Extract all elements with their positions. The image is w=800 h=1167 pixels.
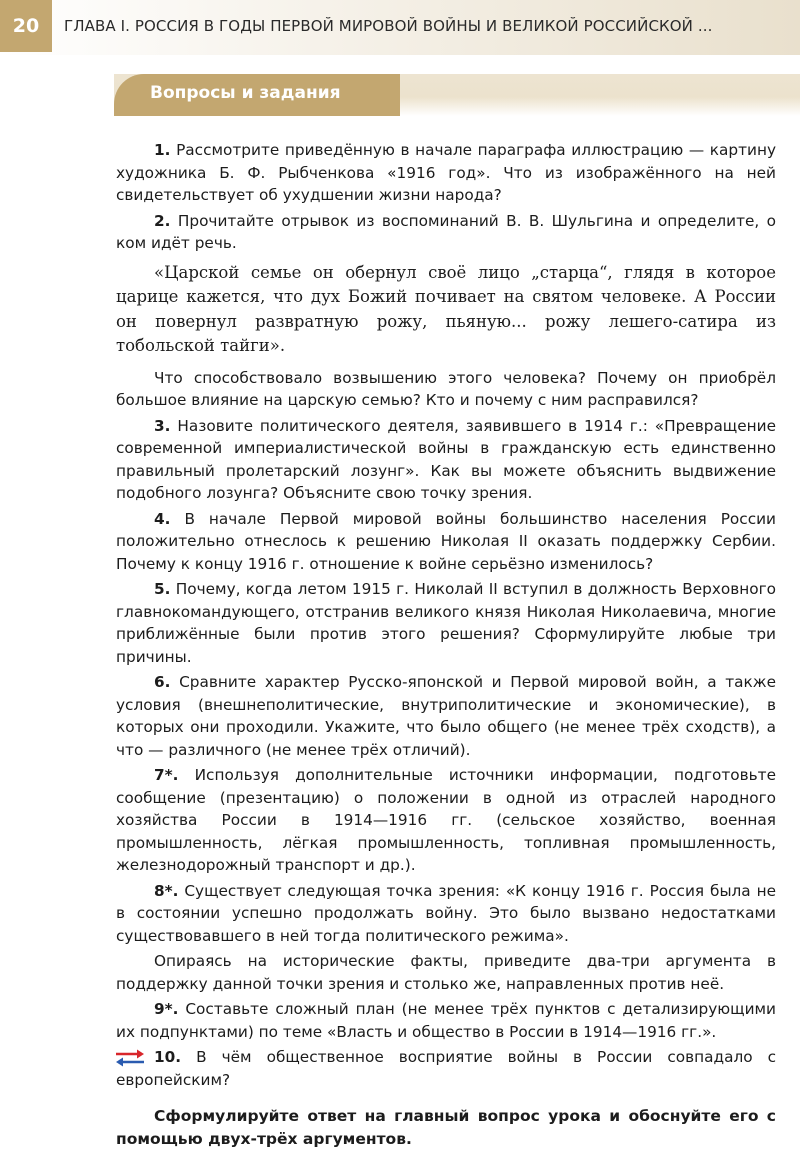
question-2-followup: Что способствовало возвышению этого человека? Почему он приобрёл большое влияние на царскую семью? Кто и почему с ним расправился? — [116, 368, 776, 409]
page-header — [0, 0, 800, 55]
page-number: 20 — [0, 0, 52, 52]
question-6: 6. Сравните характер Русско-японской и Первой мировой войн, а также условия (внешнеполитические, внутриполитические и экономические), в которых они проходили. Укажите, что было общего (не менее трёх сходств), а что — различного (не менее трёх отличий). — [116, 673, 776, 759]
question-5: 5. Почему, когда летом 1915 г. Николай II вступил в должность Верховного главнокомандующего, отстранив великого князя Николая Николаевича, многие приближённые были против этого решения? Сформулируйте любые три причины. — [116, 580, 776, 666]
question-2: 2. Прочитайте отрывок из воспоминаний В. В. Шульгина и определите, о ком идёт речь. — [116, 211, 776, 252]
question-8-followup: Опираясь на исторические факты, приведите два-три аргумента в поддержку данной точки зрения и столько же, направленных против неё. — [116, 952, 776, 993]
bidirectional-arrows-icon — [114, 1048, 146, 1068]
chapter-title: ГЛАВА I. РОССИЯ В ГОДЫ ПЕРВОЙ МИРОВОЙ ВОЙНЫ И ВЕЛИКОЙ РОССИЙСКОЙ ... — [64, 17, 713, 35]
question-8: 8*. Существует следующая точка зрения: «К концу 1916 г. Россия была не в состоянии успешно продолжать войну. Это было вызвано недостатками существовавшего в ней тогда политического режима». — [116, 881, 776, 945]
question-7: 7*. Используя дополнительные источники информации, подготовьте сообщение (презентацию) о положении в одной из отраслей народного хозяйства России в 1914—1916 гг. (сельское хозяйство, военная промышленность, лёгкая промышленность, топливная промышленность, железнодорожный транспорт и др.). — [116, 766, 776, 874]
question-4: 4. В начале Первой мировой войны большинство населения России положительно отнеслось к решению Николая II оказать поддержку Сербии. Почему к концу 1916 г. отношение к войне серьёзно изменилось? — [116, 509, 776, 573]
question-3: 3. Назовите политического деятеля, заявившего в 1914 г.: «Превращение современной империалистической войны в гражданскую есть единственно правильный пролетарский лозунг». Как вы можете объяснить выдвижение подобного лозунга? Объясните свою точку зрения. — [116, 416, 776, 502]
questions-list — [116, 139, 776, 1167]
question-1: 1. Рассмотрите приведённую в начале параграфа иллюстрацию — картину художника Б. Ф. Рыбченкова «1916 год». Что из изображённого на ней свидетельствует об ухудшении жизни народа? — [116, 141, 776, 204]
question-9: 9*. Составьте сложный план (не менее трёх пунктов с детализирующими их подпунктами) по теме «Власть и общество в России в 1914—1916 гг.». — [116, 1000, 776, 1041]
section-title: Вопросы и задания — [150, 83, 341, 103]
final-task: Сформулируйте ответ на главный вопрос урока и обоснуйте его с помощью двух-трёх аргументов. — [116, 1107, 776, 1148]
shulgin-quote: «Царской семье он обернул своё лицо „старца“, глядя в которое царице кажется, что дух Божий почивает на святом человеке. А России он повернул развратную рожу, пьяную... рожу лешего-сатира из тобольской тайги». — [116, 262, 776, 355]
question-10: 10. В чём общественное восприятие войны в России совпадало с европейским? — [116, 1048, 776, 1089]
